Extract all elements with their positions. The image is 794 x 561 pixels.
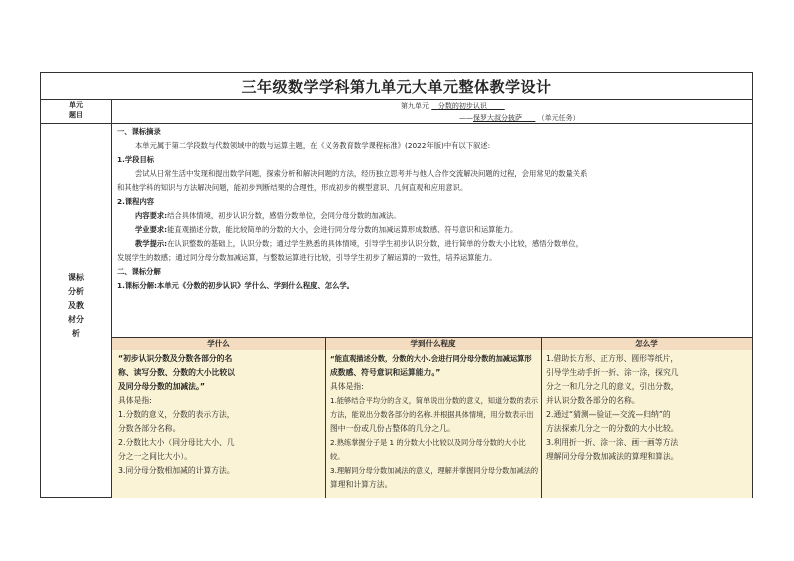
side-label-line: 分析 <box>68 287 84 296</box>
cell-line: 理解同分母分数加减法的算理和算法。 <box>546 452 679 461</box>
title-row <box>41 73 752 100</box>
task-prefix: —— <box>459 114 473 122</box>
unit-label-line1: 单元 <box>69 101 83 109</box>
breakdown-table <box>112 337 752 498</box>
unit-title-label <box>41 100 111 120</box>
cell-line: 2.分数比大小（同分母比大小、几 <box>118 438 235 447</box>
cell-line: 3.同分母分数相加减的计算方法。 <box>118 466 235 475</box>
cell-line: 3.利用折一折、涂一涂、画一画等方法 <box>546 438 679 447</box>
hint-text-cont: 发展学生的数感；通过同分母分数加减运算，与整数运算进行比较，引导学生初步了解运算的一致性，培养运算能力。 <box>117 253 497 262</box>
cell-line: 成数感、符号意识和运算能力。” <box>330 368 441 377</box>
academic-line <box>117 223 747 237</box>
cell-line: 1.分数的意义，分数的表示方法， <box>118 410 235 419</box>
cell-line: 算理和计算方法。 <box>330 480 393 489</box>
side-label <box>41 271 111 341</box>
header-what: 学什么 <box>207 339 230 348</box>
lesson-plan-sheet <box>40 72 753 498</box>
content-heading: 2.课程内容 <box>117 197 155 206</box>
column-divider <box>325 337 326 498</box>
analysis-content <box>117 125 747 293</box>
section2-subheading: 1.课标分解:本单元《分数的初步认识》学什么、学到什么程度、怎么学。 <box>117 281 354 290</box>
cell-line: 方法探索几分之一的分数的大小比较。 <box>546 424 679 433</box>
goal-text: 和其他学科的知识与方法解决问题，能初步判断结果的合理性，形成初步的模型意识、几何直观和应用意识。 <box>117 183 468 192</box>
cell-line: 方法，能说出分数各部分的名称.并根据具体情境，用分数表示出 <box>330 410 534 419</box>
cell-line: 1.能够结合平均分的含义，简单说出分数的意义，知道分数的表示 <box>330 396 539 405</box>
header-how: 怎么学 <box>635 339 658 348</box>
cell-line: 具体是指: <box>118 396 152 405</box>
unit-name-text: 分数的初步认识 <box>437 102 487 110</box>
cell-line: 分数各部分名称。 <box>118 424 181 433</box>
academic-text: 能直观描述分数，能比较简单的分数的大小，会进行同分母分数的加减运算形成数感、符号意识和运算能力。 <box>167 225 518 234</box>
task-name <box>473 114 535 122</box>
cell-line: 分之一之间比大小）。 <box>118 452 193 461</box>
cell-how <box>546 352 750 464</box>
cell-line: 2.通过“猜测—验证—交流—归纳”的 <box>546 410 671 419</box>
cell-what <box>118 352 323 478</box>
side-label-line: 及教 <box>68 301 84 310</box>
hint-text: 在认识整数的基础上，认识分数；通过学生熟悉的具体情境，引导学生初步认识分数，进行简单的分数大小比较，感悟分数单位， <box>167 239 584 248</box>
task-suffix: （单元任务） <box>537 114 580 122</box>
hint-line <box>117 237 747 251</box>
cell-degree <box>330 352 539 492</box>
unit-task-line <box>459 113 580 123</box>
column-divider <box>541 337 542 498</box>
side-label-line: 析 <box>72 329 80 338</box>
side-label-line: 材分 <box>68 315 84 324</box>
header-degree: 学到什么程度 <box>410 339 456 348</box>
cell-line: 图中一份或几份占整体的几分之几。 <box>330 424 455 433</box>
task-name-text: 保罗大叔分披萨 <box>473 114 522 122</box>
section2-heading: 二、课标分解 <box>117 267 161 276</box>
unit-prefix: 第九单元 <box>401 102 429 110</box>
unit-row <box>41 99 752 124</box>
unit-name <box>431 102 505 110</box>
section-intro: 本单元属于第二学段数与代数领域中的数与运算主题，在《义务教育数学课程标准》(2022年版)中有以下叙述: <box>135 141 491 150</box>
section-heading: 一、课标摘录 <box>117 127 161 136</box>
cell-line: 及同分母分数的加减法。” <box>118 382 205 391</box>
requirement-line <box>117 209 747 223</box>
cell-line: 分之一和几分之几的意义，引出分数， <box>546 382 679 391</box>
unit-name-line <box>401 101 505 111</box>
unit-label-line2: 题目 <box>69 111 83 119</box>
requirement-text: 结合具体情境，初步认识分数，感悟分数单位，会同分母分数的加减法。 <box>167 211 401 220</box>
academic-label: 学业要求: <box>135 225 168 234</box>
page-title: 三年级数学学科第九单元大单元整体教学设计 <box>241 78 552 96</box>
requirement-label: 内容要求: <box>135 211 168 220</box>
cell-line: 称、读写分数、分数的大小比较以 <box>118 368 235 377</box>
cell-line: “初步认识分数及分数各部分的名 <box>118 354 233 363</box>
cell-line: “能直观描述分数，分数的大小.会进行同分母分数的加减运算形 <box>330 354 532 363</box>
cell-line: 1.借助长方形、正方形、圆形等纸片， <box>546 354 679 363</box>
cell-line: 3.理解同分母分数加减法的意义，理解并掌握同分母分数加减法的 <box>330 466 539 475</box>
cell-line: 引导学生动手折一折、涂一涂，探究几 <box>546 368 679 377</box>
table-header-row <box>112 337 752 351</box>
hint-label: 教学提示: <box>135 239 168 248</box>
cell-line: 具体是指: <box>330 382 364 391</box>
side-label-line: 课标 <box>68 273 84 282</box>
goal-heading: 1.学段目标 <box>117 155 155 164</box>
cell-line: 2.熟练掌握分子是 1 的分数大小比较以及同分母分数的大小比较。 <box>330 438 526 461</box>
cell-line: 并认识分数各部分的名称。 <box>546 396 640 405</box>
goal-text: 尝试从日常生活中发现和提出数学问题，探索分析和解决问题的方法，经历独立思考并与他人合作交流解决问题的过程，会用常见的数量关系 <box>135 169 588 178</box>
